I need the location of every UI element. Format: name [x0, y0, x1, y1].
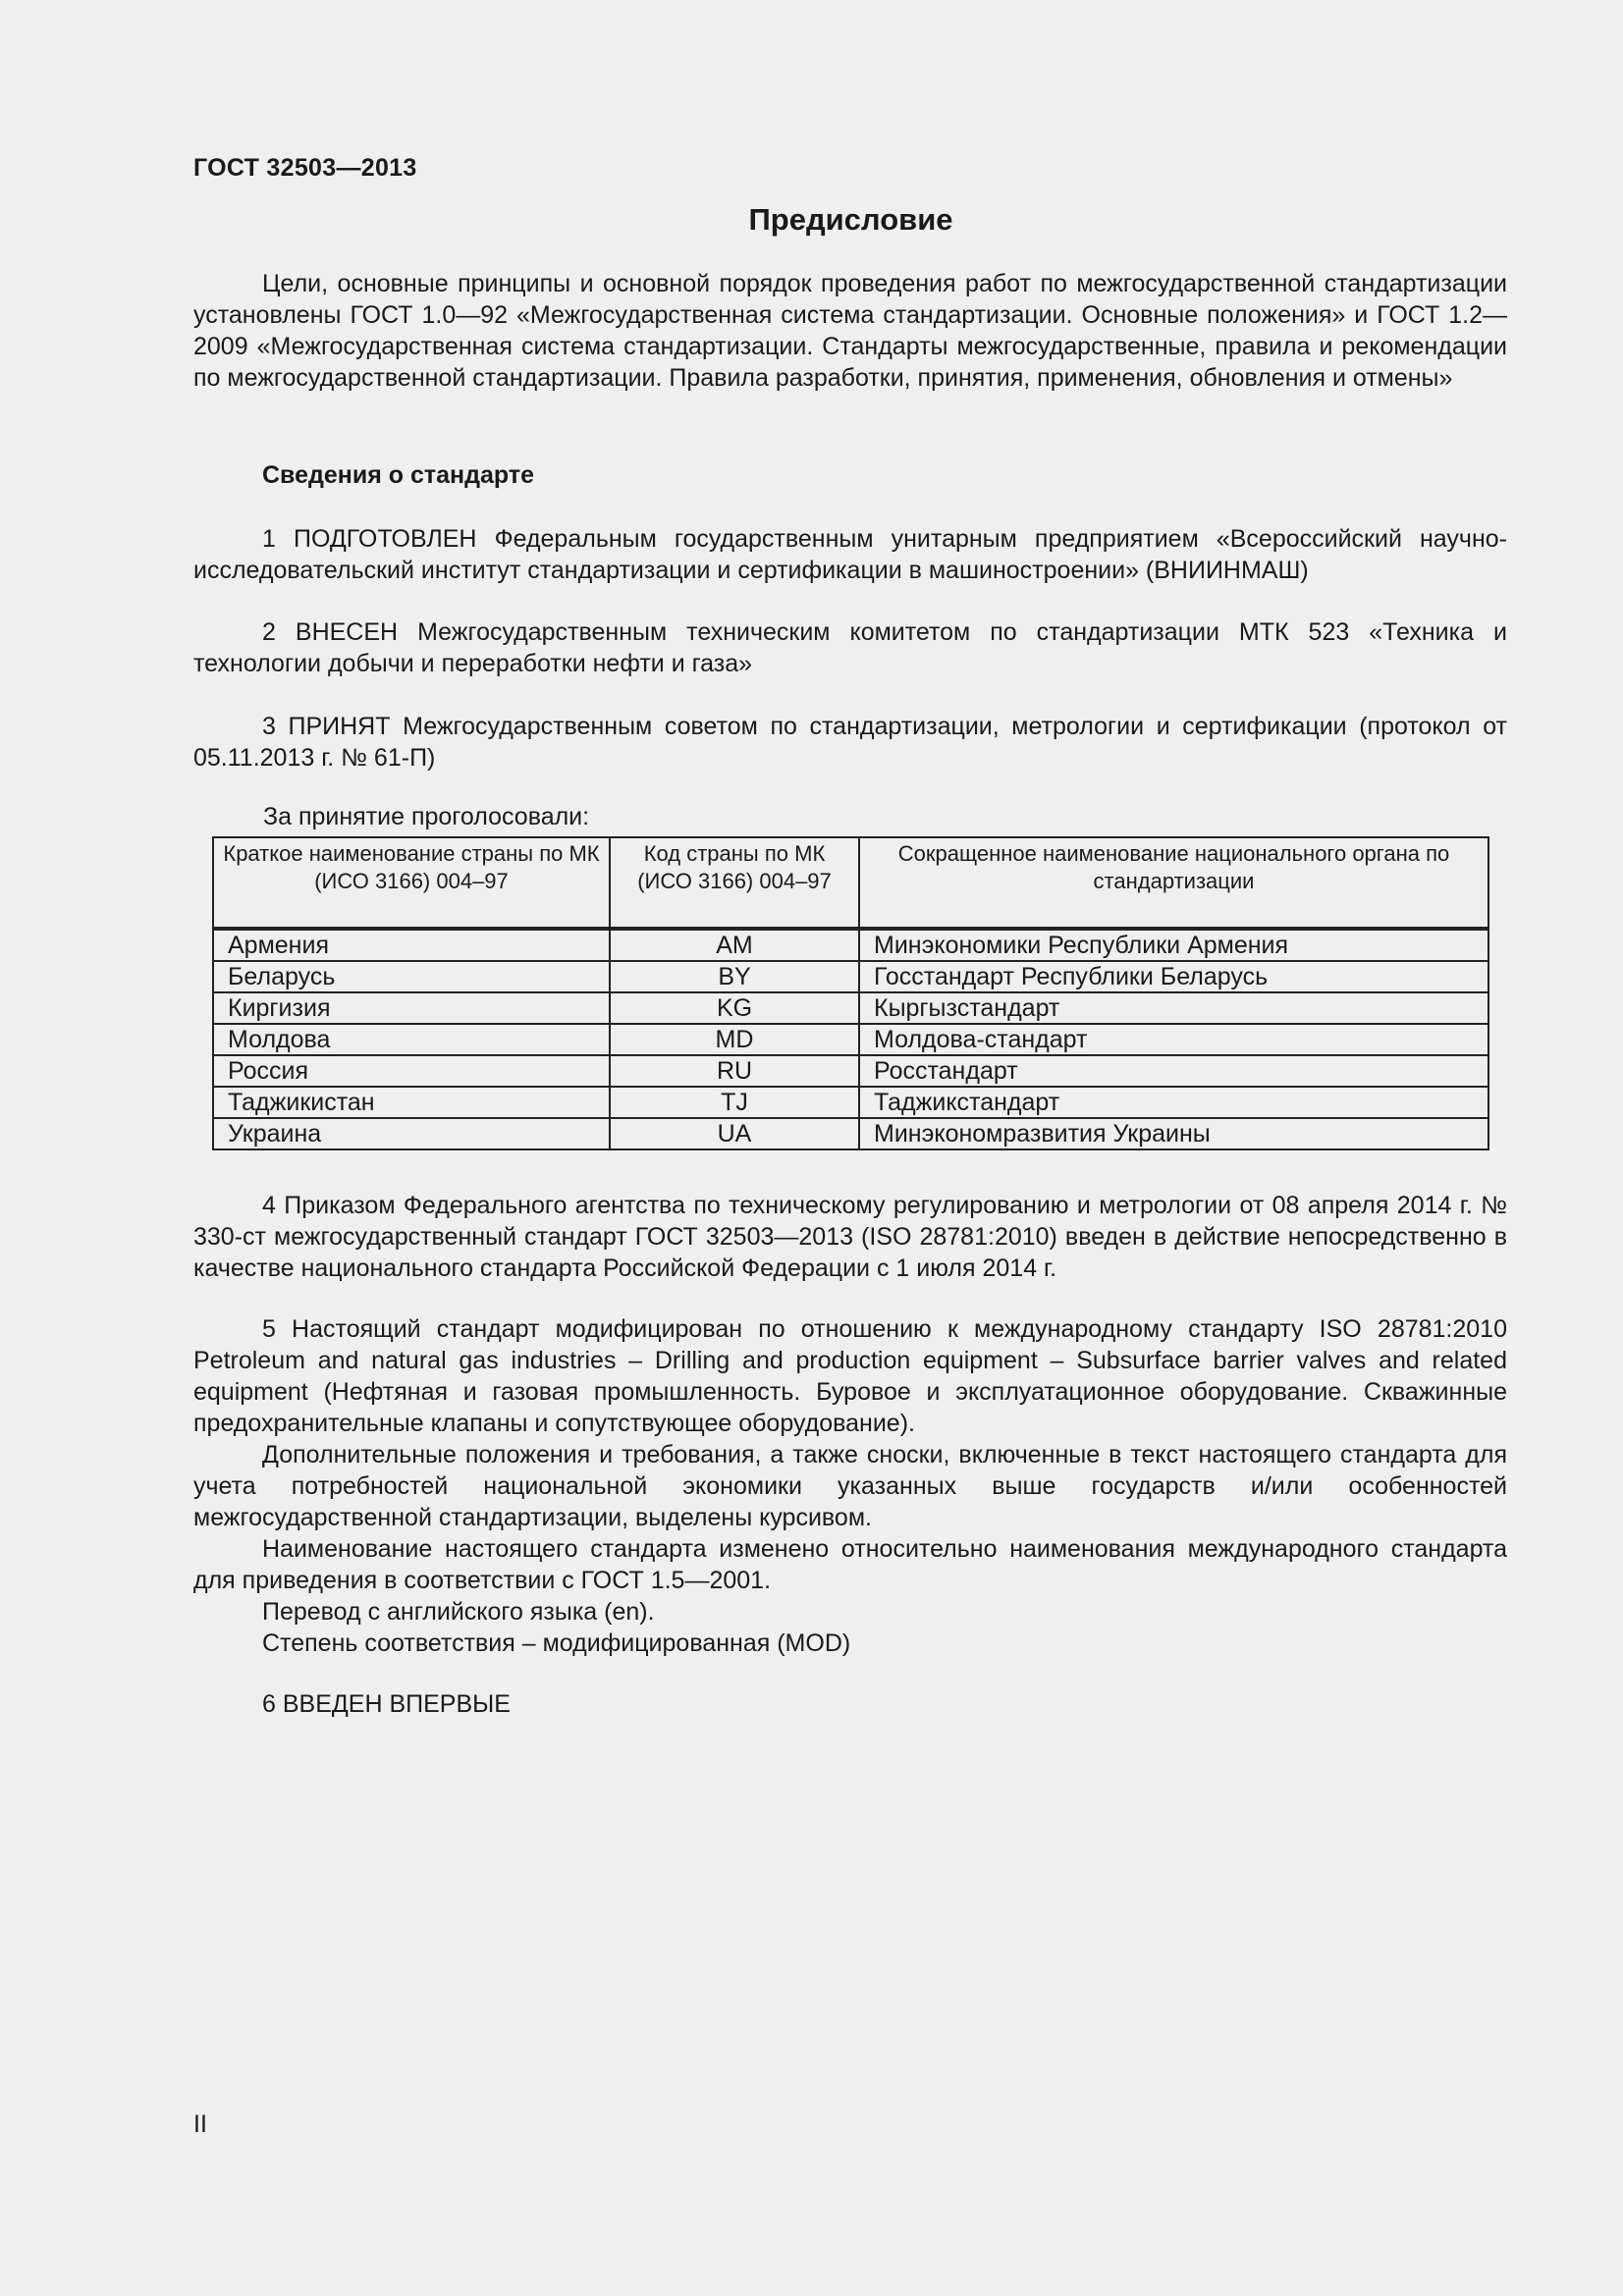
voters-caption: За принятие проголосовали:	[263, 803, 590, 830]
document-code: ГОСТ 32503—2013	[193, 154, 417, 182]
table-row	[213, 1024, 1488, 1055]
table-header-row	[213, 837, 1488, 929]
item-3-block	[193, 711, 1507, 774]
cell-body: Госстандарт Республики Беларусь	[859, 961, 1488, 992]
item-5-translation: Перевод с английского языка (en).	[262, 1598, 655, 1626]
intro-block	[193, 268, 1507, 394]
table-row	[213, 1118, 1488, 1149]
item-6-paragraph: 6 ВВЕДЕН ВПЕРВЫЕ	[262, 1690, 511, 1718]
table-header-country: Краткое наименование страны по МК (ИСО 3166) 004–97	[213, 837, 610, 929]
table-row	[213, 929, 1488, 961]
cell-body: Кыргызстандарт	[859, 992, 1488, 1024]
cell-country: Украина	[213, 1118, 610, 1149]
cell-code: UA	[610, 1118, 859, 1149]
cell-code: RU	[610, 1055, 859, 1087]
item-5-additional: Дополнительные положения и требования, а также сноски, включенные в текст настоящего стандарта для учета потребностей национальной экономики указанных выше государств и/или особенностей межгосударственной стандартизации, выделены курсивом.	[193, 1441, 1507, 1531]
cell-code: TJ	[610, 1087, 859, 1118]
item-5-paragraph: 5 Настоящий стандарт модифицирован по отношению к международному стандарту ISO 28781:2010 Petroleum and natural gas industries – Drilling and production equipment – Subsurface barrier valves and related equipment (Нефтяная и газовая промышленность. Буровое и эксплуатационное оборудование. Скважинные предохранительные клапаны и сопутствующее оборудование).	[193, 1315, 1507, 1437]
table-row	[213, 992, 1488, 1024]
item-5-block	[193, 1313, 1507, 1659]
table-header-body: Сокращенное наименование национального органа по стандартизации	[859, 837, 1488, 929]
cell-body: Минэкономразвития Украины	[859, 1118, 1488, 1149]
table-row	[213, 1087, 1488, 1118]
item-3-paragraph: 3 ПРИНЯТ Межгосударственным советом по стандартизации, метрологии и сертификации (протокол от 05.11.2013 г. № 61-П)	[193, 713, 1507, 772]
item-1-paragraph: 1 ПОДГОТОВЛЕН Федеральным государственным унитарным предприятием «Всероссийский научно-исследовательский институт стандартизации и сертификации в машиностроении» (ВНИИНМАШ)	[193, 525, 1507, 584]
item-2-paragraph: 2 ВНЕСЕН Межгосударственным техническим комитетом по стандартизации МТК 523 «Техника и технологии добычи и переработки нефти и газа»	[193, 618, 1507, 677]
info-heading-block	[193, 459, 1507, 491]
info-heading: Сведения о стандарте	[262, 461, 535, 489]
table-row	[213, 961, 1488, 992]
item-4-block	[193, 1190, 1507, 1284]
cell-country: Молдова	[213, 1024, 610, 1055]
cell-country: Киргизия	[213, 992, 610, 1024]
cell-country: Россия	[213, 1055, 610, 1087]
cell-code: MD	[610, 1024, 859, 1055]
page-number: II	[193, 2110, 207, 2138]
voters-table	[212, 836, 1489, 1150]
cell-code: AM	[610, 929, 859, 961]
table-header-code: Код страны по МК (ИСО 3166) 004–97	[610, 837, 859, 929]
cell-body: Минэкономики Республики Армения	[859, 929, 1488, 961]
table-row	[213, 1055, 1488, 1087]
cell-body: Молдова-стандарт	[859, 1024, 1488, 1055]
item-6-block	[193, 1688, 1507, 1720]
item-2-block	[193, 616, 1507, 679]
intro-paragraph: Цели, основные принципы и основной порядок проведения работ по межгосударственной стандартизации установлены ГОСТ 1.0—92 «Межгосударственная система стандартизации. Основные положения» и ГОСТ 1.2—2009 «Межгосударственная система стандартизации. Стандарты межгосударственные, правила и рекомендации по межгосударственной стандартизации. Правила разработки, принятия, применения, обновления и отмены»	[193, 270, 1507, 392]
item-5-conformity: Степень соответствия – модифицированная (MOD)	[262, 1629, 851, 1657]
item-1-block	[193, 523, 1507, 586]
cell-country: Таджикистан	[213, 1087, 610, 1118]
cell-body: Росстандарт	[859, 1055, 1488, 1087]
cell-country: Беларусь	[213, 961, 610, 992]
cell-code: KG	[610, 992, 859, 1024]
cell-body: Таджикстандарт	[859, 1087, 1488, 1118]
item-5-title-change: Наименование настоящего стандарта изменено относительно наименования международного стандарта для приведения в соответствии с ГОСТ 1.5—2001.	[193, 1535, 1507, 1594]
cell-code: BY	[610, 961, 859, 992]
cell-country: Армения	[213, 929, 610, 961]
item-4-paragraph: 4 Приказом Федерального агентства по техническому регулированию и метрологии от 08 апреля 2014 г. № 330-ст межгосударственный стандарт ГОСТ 32503—2013 (ISO 28781:2010) введен в действие непосредственно в качестве национального стандарта Российской Федерации с 1 июля 2014 г.	[193, 1192, 1507, 1282]
section-title: Предисловие	[748, 202, 953, 237]
